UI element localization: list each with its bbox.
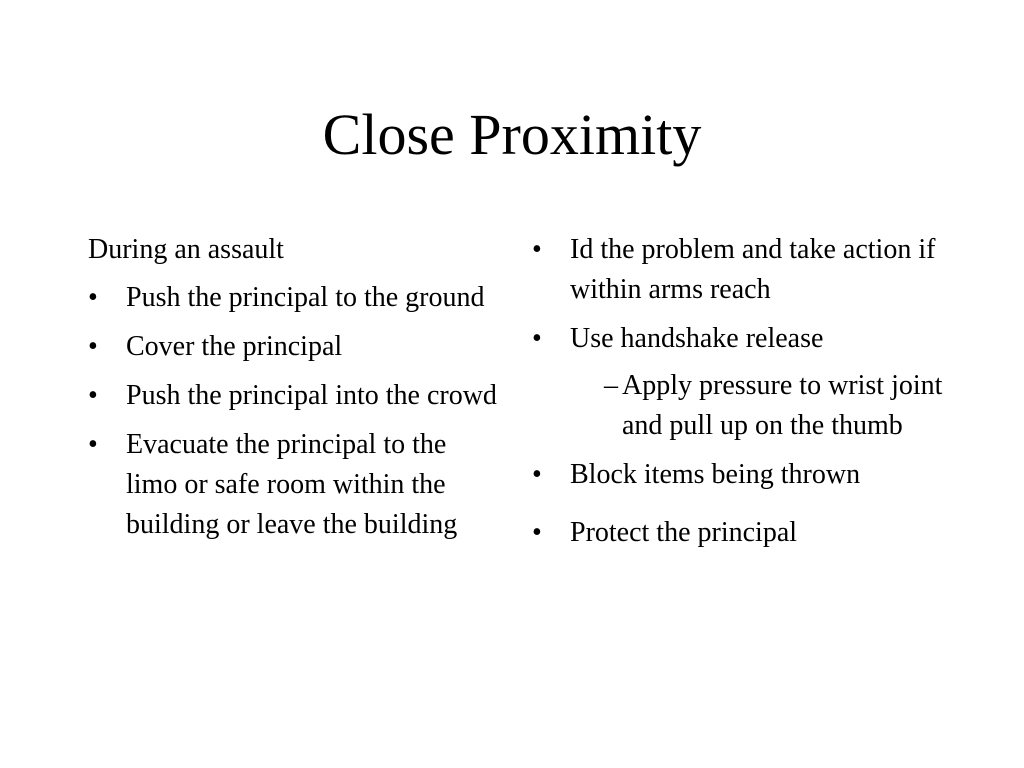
left-column bbox=[88, 230, 498, 554]
slide-title: Close Proximity bbox=[322, 102, 702, 167]
right-bullet-text: Protect the principal bbox=[570, 517, 798, 548]
left-bullet-text: Push the principal to the ground bbox=[126, 282, 485, 313]
left-intro-text: During an assault bbox=[88, 234, 284, 265]
right-column bbox=[532, 230, 952, 562]
bullet-marker: • bbox=[532, 459, 542, 490]
bullet-marker: • bbox=[88, 331, 98, 362]
left-bullet-text: Push the principal into the crowd bbox=[126, 380, 497, 411]
right-sub-item bbox=[578, 366, 952, 446]
right-bullet-list bbox=[532, 230, 952, 553]
right-bullet-item bbox=[532, 455, 952, 495]
left-bullet-item bbox=[88, 327, 498, 367]
bullet-marker: • bbox=[88, 380, 98, 411]
left-bullet-list bbox=[88, 278, 498, 545]
right-bullet-text: Id the problem and take action if within arms reach bbox=[570, 234, 936, 305]
left-bullet-item bbox=[88, 376, 498, 416]
right-bullet-item bbox=[532, 319, 952, 446]
right-bullet-text: Use handshake release bbox=[570, 323, 824, 354]
bullet-marker: • bbox=[88, 282, 98, 313]
left-bullet-item bbox=[88, 425, 498, 545]
right-sub-text: Apply pressure to wrist joint and pull up on the thumb bbox=[622, 370, 943, 441]
bullet-marker: • bbox=[532, 323, 542, 354]
right-sub-list bbox=[570, 366, 952, 446]
bullet-marker: • bbox=[532, 517, 542, 548]
bullet-marker: • bbox=[88, 429, 98, 460]
left-bullet-text: Cover the principal bbox=[126, 331, 343, 362]
left-bullet-item bbox=[88, 278, 498, 318]
left-bullet-text: Evacuate the principal to the limo or safe room within the building or leave the building bbox=[126, 429, 458, 540]
bullet-marker: • bbox=[532, 234, 542, 265]
right-bullet-item bbox=[532, 230, 952, 310]
right-bullet-text: Block items being thrown bbox=[570, 459, 861, 490]
right-bullet-item bbox=[532, 513, 952, 553]
dash-marker: – bbox=[604, 370, 618, 401]
